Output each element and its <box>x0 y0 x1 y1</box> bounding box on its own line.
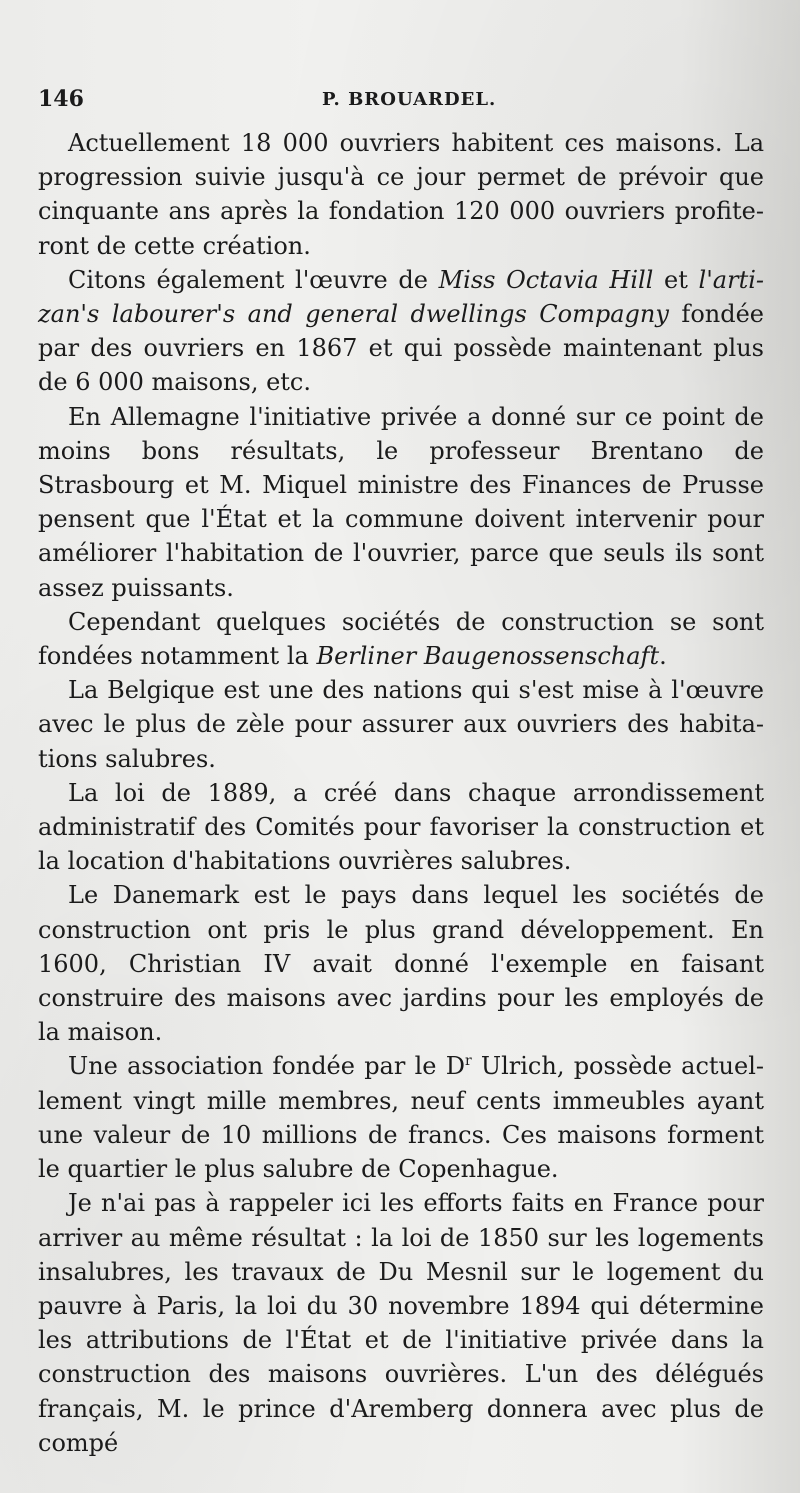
paragraph-4-text-before: Cependant quelques sociétés de construction se sont fondées notamment la <box>38 607 764 671</box>
paragraph-3: En Allemagne l'initiative privée a donné sur ce point de moins bons résultats, le professeur Brentano de Strasbourg et M. Miquel ministre des Finances de Prusse pensent que l'État et la commune doivent intervenir pour améliorer l'habitation de l'ouvrier, parce que seuls ils sont assez puissants. <box>38 402 764 602</box>
body-text <box>38 126 764 1460</box>
paragraph-2-text-before: Citons également l'œuvre de <box>68 265 439 294</box>
paragraph-2-italic-name: Miss Octavia Hill <box>438 265 654 294</box>
paragraph-6: La loi de 1889, a créé dans chaque arrondissement administratif des Comités pour favoriser la construction et la location d'habitations ouvrières salubres. <box>38 778 764 876</box>
paragraph-8-superscript: r <box>464 1053 472 1070</box>
paragraph-1: Actuellement 18 000 ouvriers habitent ces maisons. La progression suivie jusqu'à ce jour permet de prévoir que cinquante ans après la fondation 120 000 ouvriers profiteront de cette création. <box>38 129 764 260</box>
paragraph-2-text-after: fondée par des ouvriers en 1867 et qui possède maintenant plus de 6 000 maisons, etc. <box>38 300 764 397</box>
paragraph-4 <box>38 605 764 673</box>
page-number: 146 <box>38 86 84 112</box>
paragraph-2 <box>38 263 764 400</box>
paragraph-5: La Belgique est une des nations qui s'est mise à l'œuvre avec le plus de zèle pour assurer aux ouvriers des habitations salubres. <box>38 676 764 773</box>
paragraph-9: Je n'ai pas à rappeler ici les efforts faits en France pour arriver au même résultat : la loi de 1850 sur les logements insalubres, les travaux de Du Mesnil sur le logement du pauvre à Paris, la loi du 30 novembre 1894 qui détermine les attributions de l'État et de l'initiative privée dans la construction des maisons ouvrières. L'un des délégués français, M. le prince d'Aremberg donnera avec plus de compé <box>38 1189 764 1457</box>
paragraph-8 <box>38 1049 764 1186</box>
page-header <box>38 86 760 126</box>
running-head: P. BROUARDEL. <box>322 89 497 110</box>
paragraph-8-text-before: Une association fondée par le D <box>68 1052 465 1081</box>
paragraph-2-text-middle: et <box>653 265 699 294</box>
paragraph-4-text-after: . <box>659 642 667 671</box>
paragraph-2-italic-company: l'artizan's labourer's and general dwellings Compagny <box>38 265 764 329</box>
paragraph-7: Le Danemark est le pays dans lequel les sociétés de construction ont pris le plus grand développement. En 1600, Christian IV avait donné l'exemple en faisant construire des maisons avec jardins pour les employés de la maison. <box>38 881 764 1047</box>
paragraph-8-text-after: Ulrich, possède actuellement vingt mille membres, neuf cents immeubles ayant une valeur de 10 millions de francs. Ces maisons forment le quartier le plus salubre de Copenhague. <box>38 1052 764 1184</box>
paragraph-4-italic-society: Berliner Baugenossenschaft <box>316 642 660 671</box>
